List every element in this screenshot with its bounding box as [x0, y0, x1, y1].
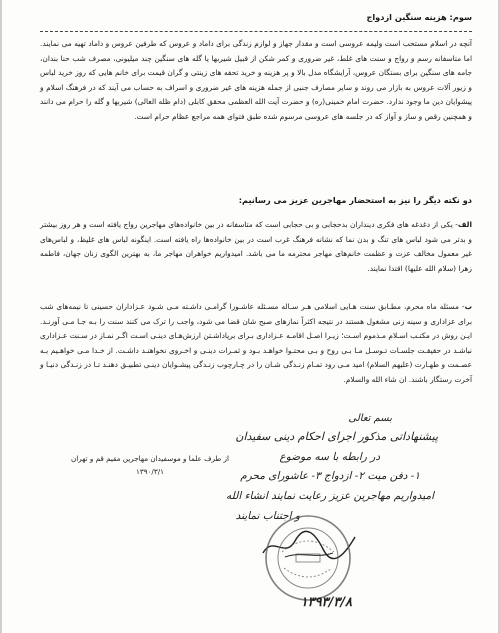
point-be	[40, 300, 472, 388]
section3-body: آنچه در اسلام مستحب است ولیمه عروسی است و مقدار جهاز و لوازم زندگی برای داماد و عروس که طرفین عروس و داماد تهیه می نمایند. اما متاسفانه رسم و رواج و سنت های غلط، غیر ضروری و کمر شکن از قبیل شیربها یا گله های سنگین چند میلیونی، مصرف شب حنا بندان، جامه های سنگین برای بستگان عروس، آرایشگاه مدل بالا و پر هزینه و خرید تحفه های زینتی و گران قیمت برای خانم هایی که روز خرید لباس و زیور آلات عروس به بازار می روند و سایر مصارف جنبی از جمله هزینه های غیر ضروری و اسراف به حساب می آیند که در فرهنگ اسلام و پیشوایان دین ما وجود ندارد. حضرت امام خمینی(ره) و حضرت آیت الله العظمی محقق کابلی (دام ظله العالی) شیربها و گله را حرام می دانند و همچنین رقص و ساز و آواز که در جلسه های عروسی مرسوم شده طبق فتوای همه مراجع عظام حرام است.	[40, 39, 472, 121]
handwritten-line-6: و اجتناب نمایند	[235, 510, 300, 522]
handwritten-line-2: پیشنهاداتی مذکور اجرای احکام دینی سفیدان	[235, 430, 438, 443]
point-be-label: ب	[464, 302, 472, 311]
handwritten-line-1: بسم تعالی	[348, 413, 392, 424]
point-be-body: - مسئله ماه محرم، مطـابق سنت هـایی اسلامی هـر سـاله مسـئله عاشـورا گرامـی داشـته مـی شـود عـزاداران حسینی تا نیمه‌های شب برای عزاداری و سینه زنی مشغول هستند در نتیجه اکثراً نمازهای صبح شان قضا می شود، واجب را ترک می کنند سنت را بـه جـا مـی آورنـد. ایـن روش در مکتـب اسـلام مـذموم اسـت؛ زیـرا اصـل اقامـه عـزاداری بـرای برپاداشـتن ارزش‌هـای دینـی اسـت اگـر نمـاز در سـنت عـزاداری نباشـد در حقیقـت جلسـات تـوسـل مـا بـی روح و بـی محتـوا خواهـد بـود و ثمـرات دینـی و اخـروی نخواهنـد داشـت. از خـدا مـی خواهـیم بـه عصـمت و طهـارت (علیهم السلام) امید مـی رود تمـام زنـدگی شـان را در چـارچوب زنـدگی پیشـوایان دینـی تطبیـق دهنـد تـا در زنـدگی دنیـا و آخرت رستگار باشند. ان شاء الله والسلام.	[40, 302, 472, 384]
point-alef-body: - یکی از دغدغه های فکری دینداران بدحجابی و بی حجابی است که متاسفانه در بین خانواده‌های مهاجرین رواج یافته است و هر روز بیشتر و بدتر می شود لباس های تنگ و بدن نما که نشانه فرهنگ غرب است در بین خانواده‌ها راه یافته است. اینگونه لباس های غلیظ، و لباس‌های غیر معمول مخالف عزت و عظمت خانم‌های مهاجر محترمه ما می باشد. امیدواریم خواهران مهاجر ما، به بهترین الگوی زنان جهان، فاطمه زهرا (سلام الله علیها) اقتدا نمایند.	[40, 220, 472, 273]
handwritten-line-5: امیدواریم مهاجرین عزیز رعایت نمایند انشاء الله	[226, 490, 434, 502]
issuer-block	[40, 452, 260, 478]
scan-left-edge	[0, 0, 2, 633]
official-seal-stamp	[262, 512, 354, 604]
issue-date: ۱۳۹۰/۳/۱	[135, 467, 164, 476]
section2-heading: دو نکته دیگر را نیز به استحضار مهاجرین عزیز می رسانیم:	[238, 195, 472, 205]
point-alef	[40, 218, 472, 276]
issuer-text: از طرف علما و موسفیدان مهاجرین مقیم قم و تهران	[70, 454, 229, 463]
section3-heading: سوم: هزینه سنگین ازدواج	[366, 12, 472, 22]
point-alef-label: الف	[457, 220, 472, 229]
handwritten-line-3: در رابطه با سه موضوع	[279, 451, 380, 463]
handwritten-line-4: ۱- دفن میت ۲- ازدواج ۳- عاشورای محرم	[240, 470, 420, 482]
section3-divider	[40, 31, 472, 32]
handwritten-date: ۱۳۹۳/۳/۸	[300, 595, 352, 610]
